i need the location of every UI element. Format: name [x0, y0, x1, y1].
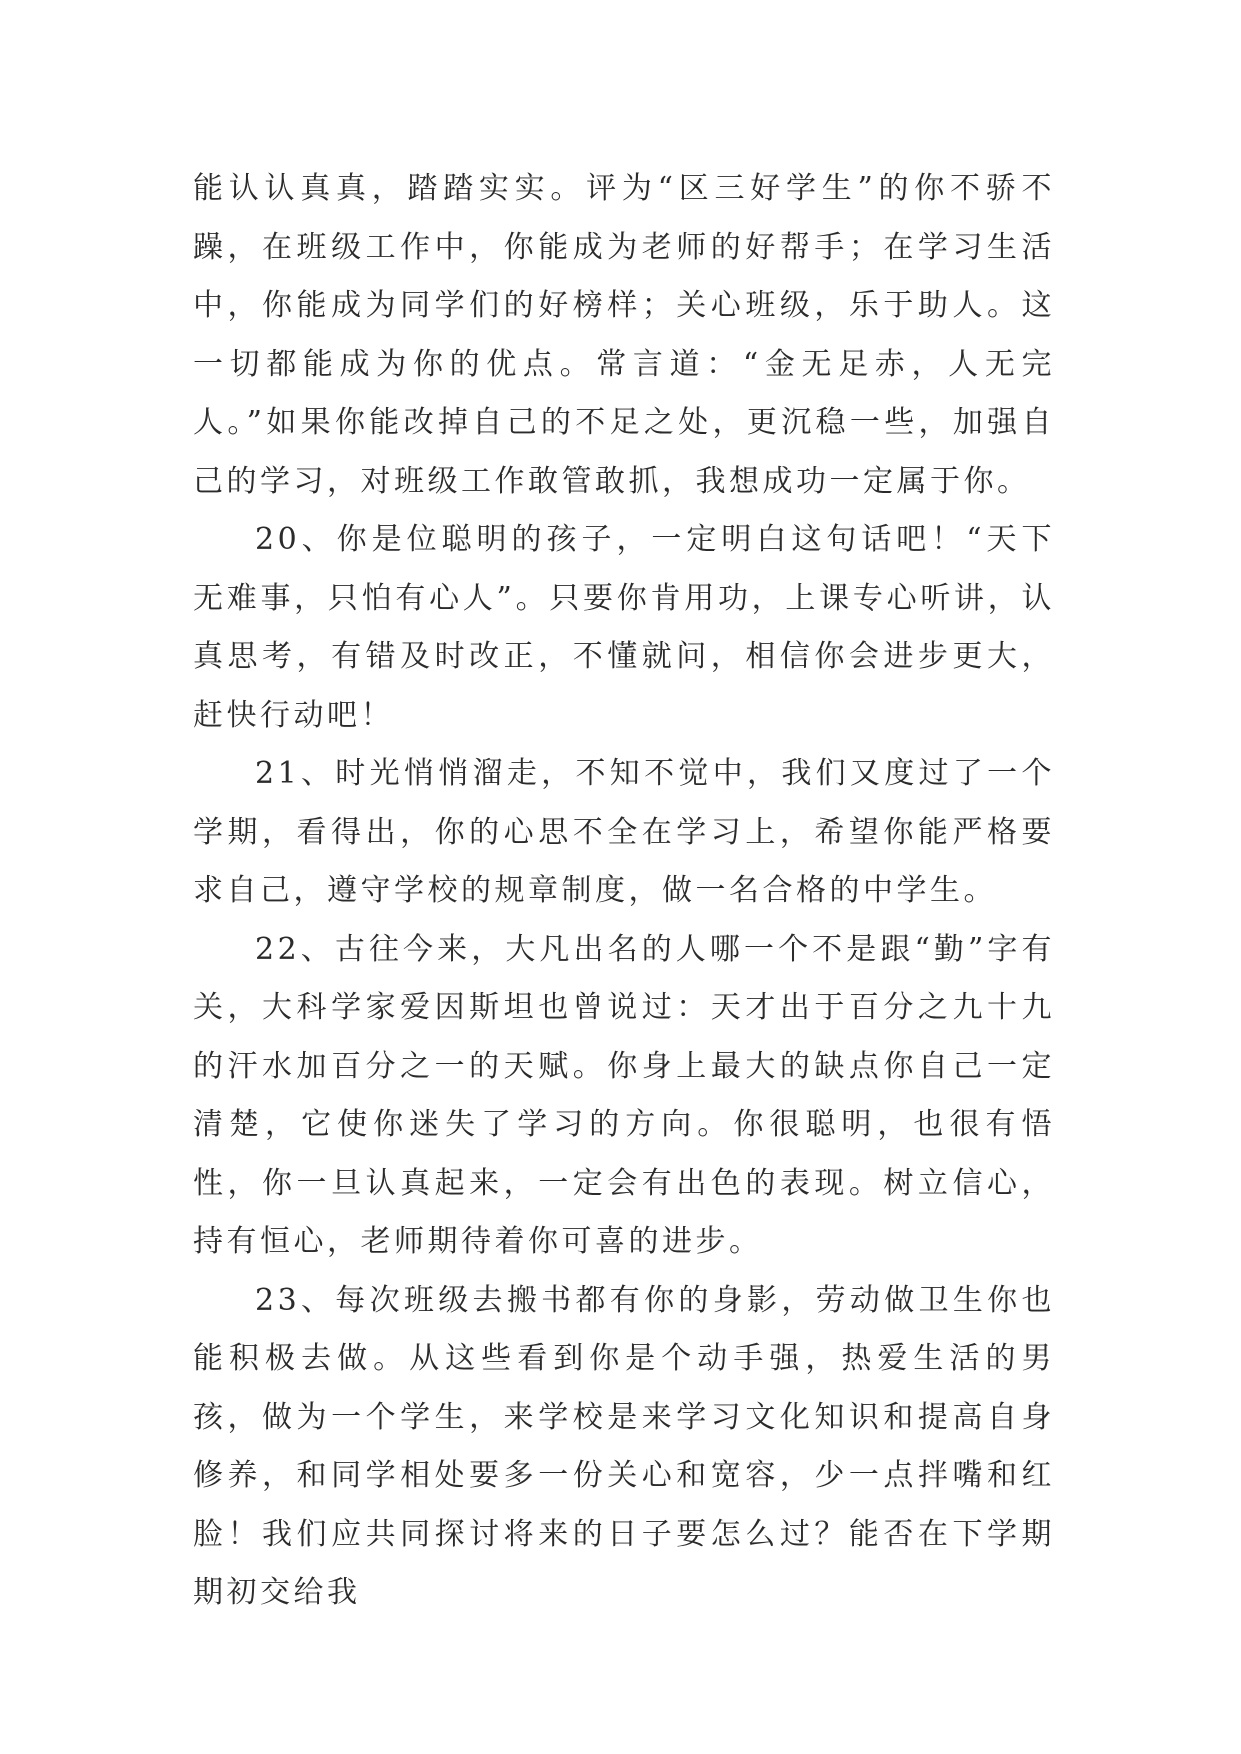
paragraph-22: 22、古往今来，大凡出名的人哪一个不是跟“勤”字有关，大科学家爱因斯坦也曾说过：天才出于百分之九十九的汗水加百分之一的天赋。你身上最大的缺点你自己一定清楚，它使你迷失了学习的方向。你很聪明，也很有悟性，你一旦认真起来，一定会有出色的表现。树立信心，持有恒心，老师期待着你可喜的进步。: [193, 931, 1055, 1259]
document-body: [193, 160, 1055, 1623]
paragraph-20: 20、你是位聪明的孩子，一定明白这句话吧！“天下无难事，只怕有心人”。只要你肯用功，上课专心听讲，认真思考，有错及时改正，不懂就问，相信你会进步更大，赶快行动吧！: [193, 522, 1055, 733]
paragraph-23: 23、每次班级去搬书都有你的身影，劳动做卫生你也能积极去做。从这些看到你是个动手强，热爱生活的男孩，做为一个学生，来学校是来学习文化知识和提高自身修养，和同学相处要多一份关心和宽容，少一点拌嘴和红脸！我们应共同探讨将来的日子要怎么过？能否在下学期期初交给我: [193, 1282, 1055, 1610]
paragraph-continued: 能认认真真，踏踏实实。评为“区三好学生”的你不骄不躁，在班级工作中，你能成为老师的好帮手；在学习生活中，你能成为同学们的好榜样；关心班级，乐于助人。这一切都能成为你的优点。常言道：“金无足赤，人无完人。”如果你能改掉自己的不足之处，更沉稳一些，加强自己的学习，对班级工作敢管敢抓，我想成功一定属于你。: [193, 171, 1055, 499]
paragraph-21: 21、时光悄悄溜走，不知不觉中，我们又度过了一个学期，看得出，你的心思不全在学习上，希望你能严格要求自己，遵守学校的规章制度，做一名合格的中学生。: [193, 756, 1055, 908]
